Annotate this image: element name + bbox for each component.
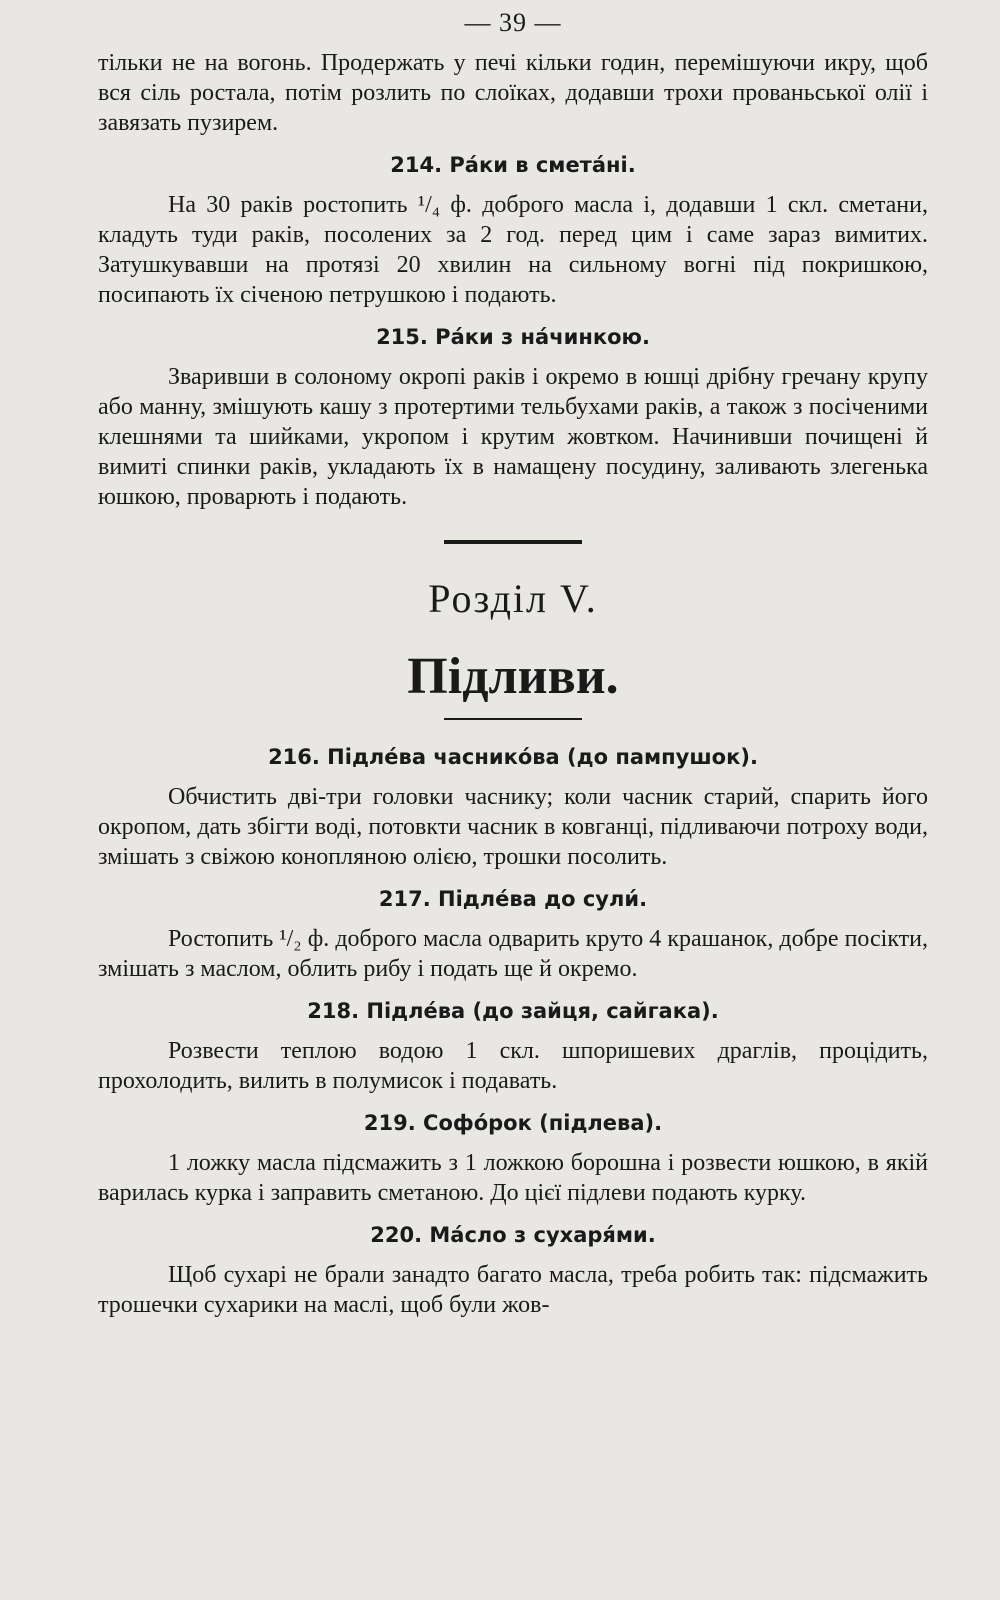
recipe-text-215: Зваривши в солоному окропі раків і окремо в юшці дрібну гречану крупу або манну, змішують кашу з протертими тельбухами раків, а також з посіченими клешнями та шийками, укропом і крутим жовтком. Начинивши почищені й вимиті спинки раків, укладають їх в намащену посудину, заливають злегенька юшкою, проварють і подають. (98, 364, 928, 510)
recipe-text-220: Щоб сухарі не брали занадто багато масла, треба робить так: підсмажить трошечки сухарики на маслі, щоб були жов- (98, 1262, 928, 1318)
recipe-title-217: 217. Підле́ва до сули́. (378, 887, 648, 911)
recipe-title-220: 220. Ма́сло з сухаря́ми. (370, 1223, 656, 1247)
recipe-title-219: 219. Софо́рок (підлева). (363, 1111, 663, 1135)
recipe-title-216: 216. Підле́ва часнико́ва (до пампушок). (268, 745, 758, 769)
recipe-title-218: 218. Підле́ва (до зайця, сайгака). (307, 999, 719, 1023)
page-number: — 39 — (464, 8, 562, 37)
intro-paragraph: тільки не на вогонь. Продержать у печі кільки годин, перемішуючи икру, щоб вся сіль ростала, потім розлить по слоїках, додавши трохи прованьської олії і завязать пузирем. (98, 50, 928, 136)
recipe-title-215: 215. Ра́ки з на́чинкою. (376, 325, 650, 349)
recipe-text-218: Розвести теплою водою 1 скл. шпоришевих драглів, процідить, прохолодить, вилить в полумисок і подавать. (98, 1038, 928, 1094)
section-divider-top (444, 540, 582, 544)
recipe-text-216: Обчистить дві-три головки часнику; коли часник старий, спарить його окропом, дать збігти воді, потовкти часник в ковганці, підливаючи потроху води, змішать з свіжою конопляною олією, трошки посолить. (98, 784, 928, 870)
section-title: Підливи. (407, 648, 619, 705)
recipe-text-219: 1 ложку масла підсмажить з 1 ложкою борошна і розвести юшкою, в якій варилась курка і заправить сметаною. До цієї підлеви подають курку. (98, 1150, 928, 1206)
recipe-text-217: Ростопить ¹/₂ ф. доброго масла одварить круто 4 крашанок, добре посікти, змішать з маслом, облить рибу і подать ще й окремо. (98, 926, 928, 982)
recipe-text-214: На 30 раків ростопить ¹/₄ ф. доброго масла і, додавши 1 скл. сметани, кладуть туди раків, посолених за 2 год. перед цим і саме зараз вимитих. Затушкувавши на протязі 20 хвилин на сильному вогні під покришкою, посипають їх січеною петрушкою і подають. (98, 192, 928, 308)
section-label: Розділ V. (428, 576, 598, 621)
recipe-title-214: 214. Ра́ки в смета́ні. (390, 153, 636, 177)
section-divider-bottom (444, 718, 582, 720)
